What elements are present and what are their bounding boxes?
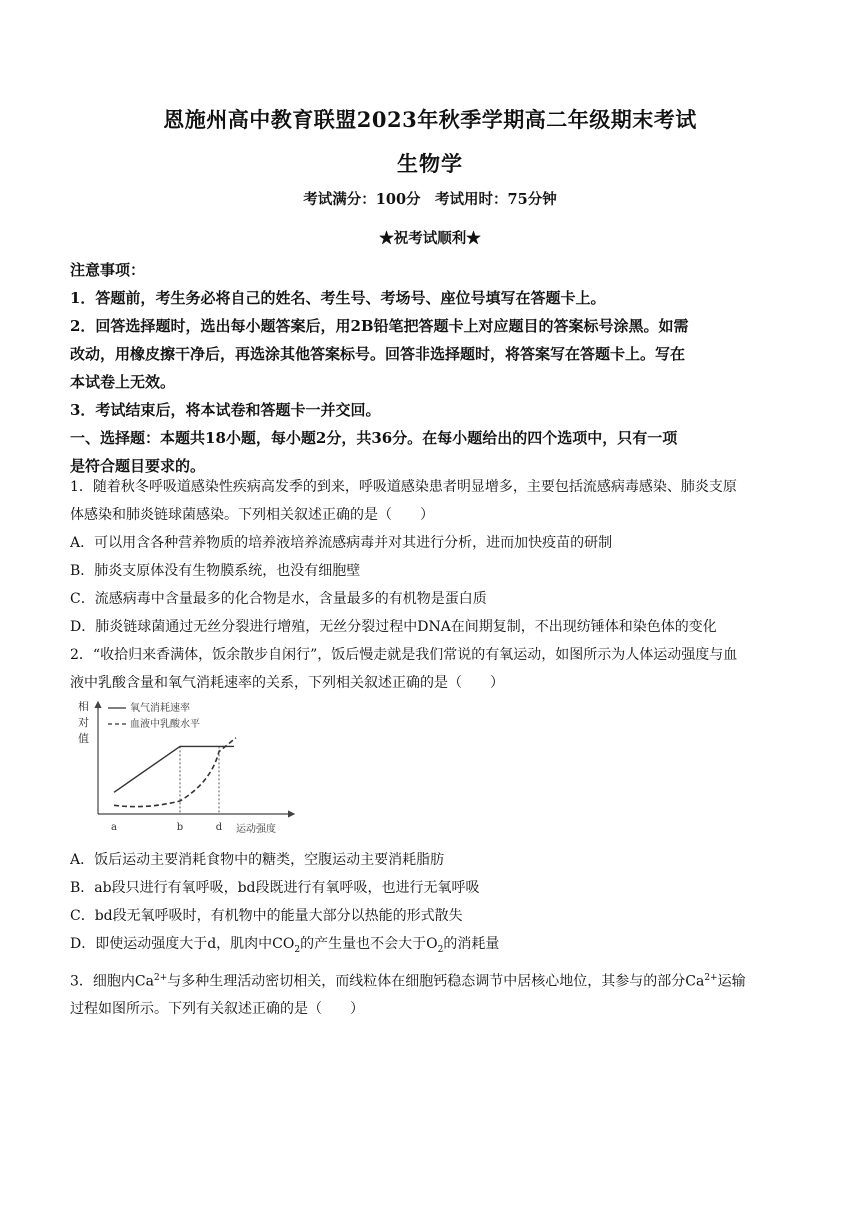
y-label-char: 对: [78, 716, 89, 729]
q3-text: 运输: [717, 973, 746, 990]
exam-title: 恩施州高中教育联盟2023年秋季学期高二年级期末考试: [163, 107, 697, 132]
y-label-char: 相: [78, 700, 89, 713]
x-tick-b: b: [176, 822, 184, 833]
note-item: 3．考试结束后，将本试卷和答题卡一并交回。: [70, 401, 381, 419]
x-axis-label: 运动强度: [236, 824, 276, 835]
exercise-intensity-chart: [68, 696, 300, 838]
option-d: D．肺炎链球菌通过无丝分裂进行增殖，无丝分裂过程中DNA在间期复制，不出现纺锤体和染色体的变化: [70, 619, 717, 635]
option-b: B．ab段只进行有氧呼吸，bd段既进行有氧呼吸，也进行无氧呼吸: [70, 880, 480, 896]
option-d: [70, 930, 794, 964]
option-c: C．bd段无氧呼吸时，有机物中的能量大部分以热能的形式散失: [70, 908, 463, 924]
question-stem: 1．随着秋冬呼吸道感染性疾病高发季的到来，呼吸道感染患者明显增多，主要包括流感病毒感染、肺炎支原: [70, 479, 737, 495]
question-1: [70, 473, 794, 697]
legend-lactate: 血液中乳酸水平: [130, 719, 200, 730]
q3-text: 与多种生理活动密切相关，而线粒体在细胞钙稳态调节中居核心地位，其参与的部分Ca: [167, 973, 705, 990]
lactate-level-line: [114, 738, 236, 807]
option-d-text: D．即使运动强度大于d，肌肉中CO: [70, 936, 295, 952]
question-3-stem: [70, 964, 794, 996]
question-2-options: [70, 846, 794, 1023]
notes-block: [70, 256, 794, 480]
subscript: 2: [437, 944, 444, 955]
legend-oxygen: 氧气消耗速率: [130, 703, 190, 714]
question-3-stem: 过程如图所示。下列有关叙述正确的是（ ）: [70, 1001, 364, 1018]
q3-text: 3．细胞内Ca: [70, 973, 154, 990]
option-d-text: 的产生量也不会大于O: [300, 936, 438, 952]
section-heading-cont: 是符合题目要求的。: [70, 457, 206, 475]
question-2-stem: 2．“收拾归来香满体，饭余散步自闲行”，饭后慢走就是我们常说的有氧运动，如图所示为人体运动强度与血: [70, 647, 738, 663]
section-heading: 一、选择题：本题共18小题，每小题2分，共36分。在每小题给出的四个选项中，只有一项: [70, 429, 678, 447]
note-item: 本试卷上无效。: [70, 373, 176, 391]
notes-heading: 注意事项：: [70, 261, 146, 279]
subject-title: 生物学: [397, 151, 463, 176]
y-label-char: 值: [78, 732, 89, 745]
option-c: C．流感病毒中含量最多的化合物是水，含量最多的有机物是蛋白质: [70, 591, 487, 607]
exam-info: 考试满分：100分 考试用时：75分钟: [303, 191, 557, 208]
question-stem: 体感染和肺炎链球菌感染。下列相关叙述正确的是（ ）: [70, 507, 434, 523]
x-tick-d: d: [215, 822, 223, 833]
option-d-text: 的消耗量: [443, 936, 500, 952]
superscript: 2+: [704, 972, 718, 983]
superscript: 2+: [153, 972, 168, 983]
option-b: B．肺炎支原体没有生物膜系统，也没有细胞壁: [70, 563, 361, 579]
note-item: 1．答题前，考生务必将自己的姓名、考生号、考场号、座位号填写在答题卡上。: [70, 289, 606, 307]
good-luck-banner: ★祝考试顺利★: [379, 230, 481, 247]
subscript: 2: [294, 944, 301, 955]
question-2-stem: 液中乳酸含量和氧气消耗速率的关系，下列相关叙述正确的是（ ）: [70, 675, 504, 691]
option-a: A．可以用含各种营养物质的培养液培养流感病毒并对其进行分析，进而加快疫苗的研制: [70, 535, 613, 551]
note-item: 改动，用橡皮擦干净后，再选涂其他答案标号。回答非选择题时，将答案写在答题卡上。写在: [70, 345, 686, 363]
option-a: A．饭后运动主要消耗食物中的糖类，空腹运动主要消耗脂肪: [70, 852, 445, 868]
x-tick-a: a: [111, 822, 117, 833]
note-item: 2．回答选择题时，选出每小题答案后，用2B铅笔把答题卡上对应题目的答案标号涂黑。如需: [70, 317, 689, 335]
oxygen-consumption-line: [114, 746, 234, 792]
